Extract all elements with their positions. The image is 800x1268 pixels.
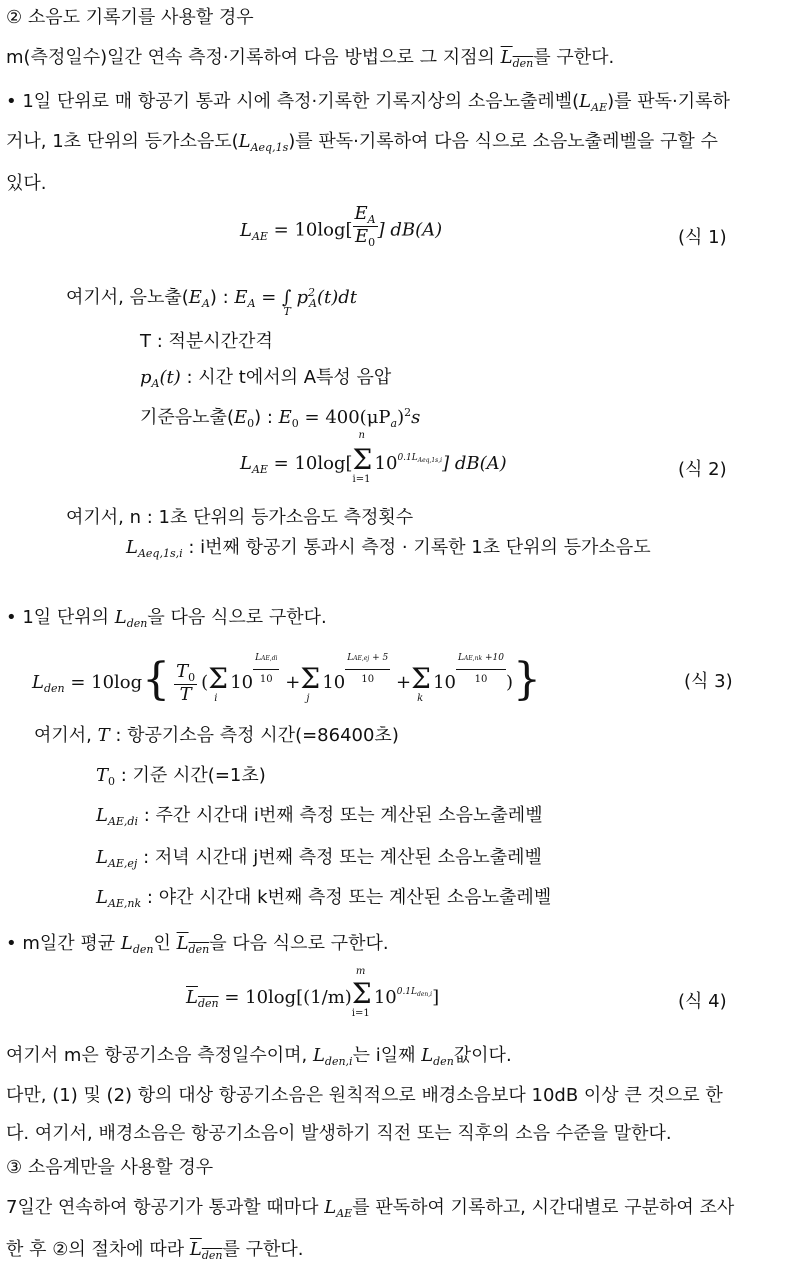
definition-line: $L_{AE,nk}$ : 야간 시간대 k번째 측정 또는 계산된 소음노출레벨 bbox=[96, 887, 552, 910]
equation-1: $L_{AE} = 10\log$[ $\frac{E_A}{E_0}$ ] dB(A) bbox=[240, 203, 443, 249]
definition-line: $T_0$ : 기준 시간(=1초) bbox=[96, 765, 266, 788]
definition-line: $p_A(t)$ : 시간 t에서의 A특성 음압 bbox=[140, 367, 392, 390]
definition-line: $L_{AE,di}$ : 주간 시간대 i번째 측정 또는 계산된 소음노출레벨 bbox=[96, 805, 543, 828]
paragraph-line: • 1일 단위의 $L_{den}$을 다음 식으로 구한다. bbox=[6, 607, 327, 630]
paragraph-line: 7일간 연속하여 항공기가 통과할 때마다 $L_{AE}$를 판독하여 기록하고, 시간대별로 구분하여 조사 bbox=[6, 1197, 735, 1220]
equation-2-tag: (식 2) bbox=[678, 459, 727, 480]
paragraph-line: 있다. bbox=[6, 173, 47, 194]
definition-line: 여기서, T : 항공기소음 측정 시간(=86400초) bbox=[34, 725, 399, 746]
laeq1s-symbol: $L_{Aeq,1s}$ bbox=[238, 131, 289, 154]
definition-line: 여기서, n : 1초 단위의 등가소음도 측정횟수 bbox=[66, 507, 414, 528]
paragraph-line: • 1일 단위로 매 항공기 통과 시에 측정·기록한 기록지상의 소음노출레벨$(L_{AE})$를 판독·기록하 bbox=[6, 91, 730, 114]
section-heading-3: ③ 소음계만을 사용할 경우 bbox=[6, 1157, 214, 1178]
paragraph-line: 다. 여기서, 배경소음은 항공기소음이 발생하기 직전 또는 직후의 소음 수준을 말한다. bbox=[6, 1123, 672, 1144]
equation-1-tag: (식 1) bbox=[678, 227, 727, 248]
paragraph-line: 거나, 1초 단위의 등가소음도$(L_{Aeq,1s})$를 판독·기록하여 다음 식으로 소음노출레벨을 구할 수 bbox=[6, 131, 718, 154]
text-span: m(측정일수)일간 연속 측정·기록하여 다음 방법으로 그 지점의 bbox=[6, 47, 501, 68]
paragraph-line bbox=[6, 46, 614, 72]
paragraph-line: • m일간 평균 $L_{den}$인 $L_{den}$을 다음 식으로 구한다. bbox=[6, 933, 389, 956]
paragraph-line: 여기서 m은 항공기소음 측정일수이며, $L_{den,i}$는 i일째 $L_{den}$값이다. bbox=[6, 1045, 512, 1068]
paragraph-line: 다만, (1) 및 (2) 항의 대상 항공기소음은 원칙적으로 배경소음보다 10dB 이상 큰 것으로 한 bbox=[6, 1085, 723, 1106]
definition-line: 기준음노출$(E_0)$ : $E_0 = 400(\mu P_a)^2s$ bbox=[140, 406, 421, 430]
paragraph-line: 한 후 ②의 절차에 따라 $L_{den}$를 구한다. bbox=[6, 1239, 304, 1262]
section-heading-2: ② 소음도 기록기를 사용할 경우 bbox=[6, 7, 254, 28]
equation-4: $L_{den} = 10\log[(1/m)$ m Σ i=1 $10^{0.1Lden,i}$] bbox=[186, 966, 440, 1019]
equation-4-tag: (식 4) bbox=[678, 991, 727, 1012]
equation-3-tag: (식 3) bbox=[684, 671, 733, 692]
ldn-bar-symbol: $L_{den}$ bbox=[500, 47, 534, 70]
definition-line: 여기서, 음노출$(E_A)$ : $E_A = \int_T$ $p^2_A(t)dt$ bbox=[66, 286, 358, 318]
equation-2: $L_{AE} = 10\log$[ n Σ i=1 $10^{0.1LAeq,1s,i}$] dB(A) bbox=[240, 430, 507, 485]
definition-line: $L_{Aeq,1s,i}$ : i번째 항공기 통과시 측정 · 기록한 1초 단위의 등가소음도 bbox=[126, 537, 651, 560]
equation-3: $L_{den} = 10\log${ $\frac{T_0}{T}$ (Σ i 10 $\frac{\text{LAE,di}}{10}$ +Σ j 10 $\frac{\text{LAE,ej + 5}}{10}$ +Σ k 10 $\frac{\text{LAE,nk +10}}{10}$ )} bbox=[32, 648, 541, 718]
definition-line: T : 적분시간간격 bbox=[140, 331, 273, 352]
lae-symbol: $L_{AE}$ bbox=[579, 91, 608, 114]
definition-line: $L_{AE,ej}$ : 저녁 시간대 j번째 측정 또는 계산된 소음노출레벨 bbox=[96, 847, 542, 870]
text-span: 를 구한다. bbox=[533, 47, 615, 68]
